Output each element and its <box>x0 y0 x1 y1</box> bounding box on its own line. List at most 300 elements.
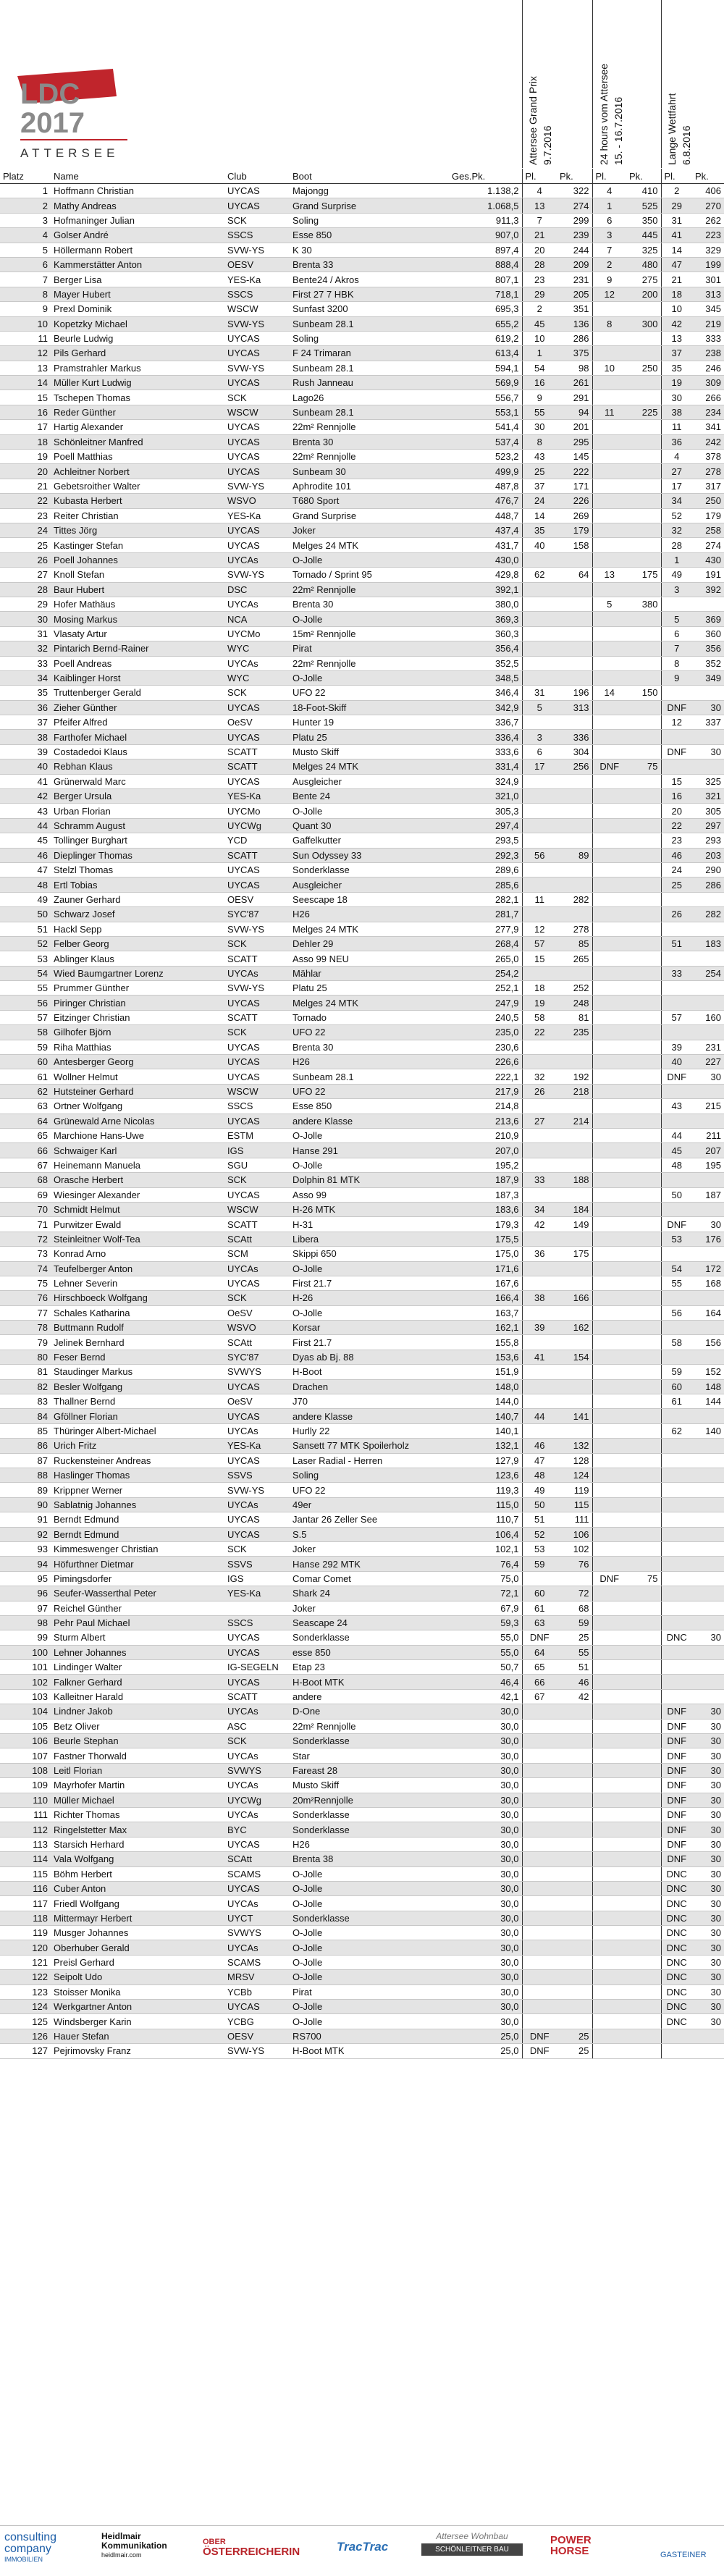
cell-ges-pk: 163,7 <box>449 1305 522 1320</box>
cell-lw-pl: 56 <box>661 1305 692 1320</box>
cell-boot: Joker <box>290 1601 449 1615</box>
cell-lw-pk: 30 <box>692 1940 724 1955</box>
cell-name: Hoffmann Christian <box>51 184 224 198</box>
cell-lw-pl: DNF <box>661 744 692 759</box>
cell-lw-pl: 27 <box>661 464 692 479</box>
cell-gp-pl <box>522 715 557 730</box>
cell-gp-pk <box>557 789 592 804</box>
cell-gp-pl: 59 <box>522 1557 557 1571</box>
cell-name: Hauer Stefan <box>51 2029 224 2043</box>
cell-gp-pk: 336 <box>557 730 592 744</box>
cell-platz: 97 <box>0 1601 51 1615</box>
cell-lw-pk: 317 <box>692 479 724 493</box>
cell-gp-pl <box>522 1793 557 1807</box>
cell-24h-pl <box>592 804 626 818</box>
cell-name: Krippner Werner <box>51 1483 224 1497</box>
table-row <box>0 1615 724 1630</box>
cell-club: UYCAS <box>224 1881 290 1895</box>
cell-24h-pl <box>592 1305 626 1320</box>
cell-24h-pl <box>592 494 626 508</box>
cell-club: SCK <box>224 213 290 227</box>
table-row <box>0 612 724 626</box>
cell-boot: 22m² Rennjolle <box>290 450 449 464</box>
cell-24h-pl <box>592 1866 626 1881</box>
cell-ges-pk: 30,0 <box>449 1704 522 1719</box>
cell-lw-pl: DNC <box>661 1911 692 1925</box>
cell-24h-pl <box>592 877 626 892</box>
cell-boot: Sonderklasse <box>290 1734 449 1748</box>
cell-gp-pl <box>522 1158 557 1172</box>
cell-lw-pl: 50 <box>661 1187 692 1202</box>
table-row <box>0 818 724 833</box>
cell-name: Prexl Dominik <box>51 302 224 316</box>
cell-lw-pk <box>692 1173 724 1187</box>
cell-gp-pl: 28 <box>522 257 557 272</box>
cell-club: SCM <box>224 1247 290 1261</box>
cell-ges-pk: 448,7 <box>449 508 522 523</box>
cell-24h-pk <box>626 907 661 922</box>
cell-lw-pl <box>661 1409 692 1423</box>
cell-boot: Grand Surprise <box>290 508 449 523</box>
cell-ges-pk: 324,9 <box>449 774 522 788</box>
table-row <box>0 1055 724 1069</box>
cell-club: WSVO <box>224 1321 290 1335</box>
cell-gp-pl <box>522 833 557 848</box>
cell-name: Piringer Christian <box>51 996 224 1010</box>
cell-name: Pehr Paul Michael <box>51 1615 224 1630</box>
cell-club: UYCAS <box>224 774 290 788</box>
cell-name: Kammerstätter Anton <box>51 257 224 272</box>
cell-ges-pk: 285,6 <box>449 877 522 892</box>
cell-gp-pl <box>522 1040 557 1054</box>
cell-gp-pl: 64 <box>522 1645 557 1659</box>
table-row <box>0 1763 724 1777</box>
cell-gp-pk <box>557 1158 592 1172</box>
cell-gp-pl: 29 <box>522 287 557 301</box>
cell-gp-pk: 222 <box>557 464 592 479</box>
cell-club: UYCAS <box>224 1069 290 1084</box>
cell-gp-pk: 171 <box>557 479 592 493</box>
cell-ges-pk: 25,0 <box>449 2044 522 2058</box>
cell-lw-pl <box>661 1350 692 1364</box>
cell-boot: H-Boot MTK <box>290 1675 449 1689</box>
col-24h-pl: Pl. <box>592 169 626 184</box>
cell-name: Preisl Gerhard <box>51 1955 224 1969</box>
table-row <box>0 346 724 361</box>
cell-24h-pk <box>626 1822 661 1837</box>
cell-lw-pk: 329 <box>692 243 724 257</box>
cell-boot: Dehler 29 <box>290 936 449 951</box>
cell-lw-pk: 30 <box>692 1837 724 1851</box>
cell-24h-pl <box>592 1099 626 1114</box>
cell-24h-pk <box>626 1483 661 1497</box>
table-row <box>0 538 724 552</box>
cell-lw-pl <box>661 1468 692 1482</box>
cell-name: Berndt Edmund <box>51 1512 224 1527</box>
cell-club: NCA <box>224 612 290 626</box>
cell-gp-pl: 51 <box>522 1512 557 1527</box>
cell-club: SCK <box>224 1291 290 1305</box>
cell-ges-pk: 346,4 <box>449 686 522 700</box>
table-row <box>0 1261 724 1276</box>
cell-club: UYCAS <box>224 1114 290 1128</box>
cell-gp-pk <box>557 1040 592 1054</box>
table-row <box>0 272 724 287</box>
sponsor-power-horse: POWER HORSE <box>550 2534 592 2557</box>
cell-lw-pl <box>661 1025 692 1040</box>
cell-gp-pl <box>522 641 557 656</box>
cell-gp-pl: 3 <box>522 730 557 744</box>
cell-24h-pk <box>626 1040 661 1054</box>
table-row <box>0 257 724 272</box>
cell-24h-pk <box>626 1940 661 1955</box>
cell-lw-pl: DNC <box>661 1896 692 1911</box>
cell-name: Kalleitner Harald <box>51 1689 224 1704</box>
cell-lw-pk <box>692 1601 724 1615</box>
col-lw-pk: Pk. <box>692 169 724 184</box>
cell-24h-pl <box>592 302 626 316</box>
cell-lw-pl: DNF <box>661 1852 692 1866</box>
cell-24h-pl <box>592 1217 626 1232</box>
cell-24h-pk <box>626 420 661 434</box>
cell-24h-pl <box>592 1202 626 1216</box>
cell-name: Vala Wolfgang <box>51 1852 224 1866</box>
cell-lw-pk <box>692 981 724 996</box>
table-row <box>0 1276 724 1290</box>
cell-ges-pk: 30,0 <box>449 1793 522 1807</box>
cell-gp-pk: 291 <box>557 390 592 405</box>
cell-24h-pl <box>592 331 626 345</box>
cell-lw-pl: 4 <box>661 450 692 464</box>
cell-lw-pk: 266 <box>692 390 724 405</box>
cell-24h-pl: 14 <box>592 686 626 700</box>
cell-ges-pk: 207,0 <box>449 1143 522 1158</box>
cell-ges-pk: 102,1 <box>449 1541 522 1556</box>
cell-lw-pk <box>692 2044 724 2058</box>
cell-boot: H-Boot <box>290 1365 449 1379</box>
cell-24h-pl <box>592 1689 626 1704</box>
cell-lw-pk <box>692 892 724 906</box>
cell-lw-pk: 30 <box>692 1955 724 1969</box>
cell-gp-pk: 282 <box>557 892 592 906</box>
cell-club: YES-Ka <box>224 272 290 287</box>
cell-lw-pl: DNF <box>661 1778 692 1793</box>
cell-platz: 56 <box>0 996 51 1010</box>
table-row <box>0 1734 724 1748</box>
cell-platz: 44 <box>0 818 51 833</box>
cell-24h-pk <box>626 1114 661 1128</box>
cell-platz: 59 <box>0 1040 51 1054</box>
cell-ges-pk: 499,9 <box>449 464 522 479</box>
cell-gp-pk: 313 <box>557 700 592 715</box>
cell-ges-pk: 348,5 <box>449 670 522 685</box>
cell-lw-pl: DNF <box>661 1837 692 1851</box>
cell-name: Hutsteiner Gerhard <box>51 1084 224 1098</box>
cell-24h-pk <box>626 1069 661 1084</box>
event-header-24-hours <box>598 6 641 172</box>
cell-platz: 35 <box>0 686 51 700</box>
cell-platz: 54 <box>0 966 51 980</box>
cell-platz: 3 <box>0 213 51 227</box>
cell-lw-pl <box>661 1527 692 1541</box>
cell-lw-pl <box>661 1615 692 1630</box>
cell-club: UYCAS <box>224 523 290 537</box>
cell-boot: 49er <box>290 1497 449 1512</box>
cell-gp-pl: DNF <box>522 2044 557 2058</box>
cell-lw-pl <box>661 996 692 1010</box>
cell-gp-pl <box>522 818 557 833</box>
cell-ges-pk: 222,1 <box>449 1069 522 1084</box>
cell-24h-pl <box>592 981 626 996</box>
cell-platz: 112 <box>0 1822 51 1837</box>
logo-year: 2017 <box>20 107 85 139</box>
cell-24h-pl <box>592 1010 626 1024</box>
cell-club: UYCAs <box>224 1896 290 1911</box>
cell-club: UYCAS <box>224 346 290 361</box>
cell-boot: Brenta 30 <box>290 597 449 611</box>
cell-lw-pl: 35 <box>661 361 692 375</box>
cell-gp-pk: 166 <box>557 1291 592 1305</box>
cell-24h-pl <box>592 907 626 922</box>
table-row <box>0 1675 724 1689</box>
cell-ges-pk: 132,1 <box>449 1439 522 1453</box>
cell-gp-pk <box>557 774 592 788</box>
cell-lw-pk <box>692 1084 724 1098</box>
cell-gp-pl: 24 <box>522 494 557 508</box>
cell-platz: 43 <box>0 804 51 818</box>
cell-ges-pk: 431,7 <box>449 538 522 552</box>
cell-24h-pl: 10 <box>592 361 626 375</box>
cell-24h-pk <box>626 1970 661 1984</box>
cell-lw-pk <box>692 1527 724 1541</box>
cell-platz: 109 <box>0 1778 51 1793</box>
cell-boot: andere Klasse <box>290 1114 449 1128</box>
table-row <box>0 951 724 966</box>
cell-lw-pl: 62 <box>661 1423 692 1438</box>
table-row <box>0 1955 724 1969</box>
cell-lw-pk: 305 <box>692 804 724 818</box>
cell-platz: 102 <box>0 1675 51 1689</box>
cell-lw-pl: 40 <box>661 1055 692 1069</box>
cell-24h-pl <box>592 848 626 862</box>
cell-ges-pk: 30,0 <box>449 1970 522 1984</box>
cell-platz: 103 <box>0 1689 51 1704</box>
table-row <box>0 1630 724 1645</box>
cell-club: UYCAs <box>224 1261 290 1276</box>
cell-platz: 4 <box>0 228 51 243</box>
cell-lw-pk <box>692 996 724 1010</box>
cell-24h-pk <box>626 1778 661 1793</box>
cell-gp-pl <box>522 1881 557 1895</box>
cell-24h-pl: 6 <box>592 213 626 227</box>
cell-name: Haslinger Thomas <box>51 1468 224 1482</box>
cell-24h-pk <box>626 818 661 833</box>
cell-lw-pl: DNF <box>661 1763 692 1777</box>
cell-lw-pk: 337 <box>692 715 724 730</box>
cell-ges-pk: 380,0 <box>449 597 522 611</box>
cell-gp-pl <box>522 1129 557 1143</box>
cell-name: Cuber Anton <box>51 1881 224 1895</box>
cell-gp-pk: 322 <box>557 184 592 198</box>
cell-24h-pk <box>626 1763 661 1777</box>
cell-24h-pk: 200 <box>626 287 661 301</box>
cell-24h-pl <box>592 2000 626 2014</box>
cell-platz: 79 <box>0 1335 51 1350</box>
cell-platz: 69 <box>0 1187 51 1202</box>
cell-gp-pk: 278 <box>557 922 592 936</box>
table-row <box>0 1350 724 1364</box>
table-row <box>0 1527 724 1541</box>
cell-name: Hackl Sepp <box>51 922 224 936</box>
cell-gp-pl: 4 <box>522 184 557 198</box>
cell-24h-pk <box>626 1453 661 1468</box>
cell-24h-pk <box>626 479 661 493</box>
cell-gp-pl <box>522 1571 557 1586</box>
col-ges-pk: Ges.Pk. <box>449 169 522 184</box>
cell-24h-pk <box>626 1423 661 1438</box>
cell-lw-pl: 22 <box>661 818 692 833</box>
cell-gp-pk <box>557 1143 592 1158</box>
cell-club: OESV <box>224 892 290 906</box>
cell-24h-pk <box>626 1158 661 1172</box>
cell-platz: 96 <box>0 1586 51 1601</box>
cell-lw-pk: 369 <box>692 612 724 626</box>
cell-club: UYCAS <box>224 1527 290 1541</box>
cell-24h-pl: 12 <box>592 287 626 301</box>
cell-ges-pk: 254,2 <box>449 966 522 980</box>
cell-24h-pl <box>592 833 626 848</box>
table-row <box>0 184 724 198</box>
cell-gp-pk: 72 <box>557 1586 592 1601</box>
cell-lw-pk: 30 <box>692 1866 724 1881</box>
cell-ges-pk: 166,4 <box>449 1291 522 1305</box>
table-row <box>0 1822 724 1837</box>
cell-24h-pk <box>626 464 661 479</box>
table-row <box>0 774 724 788</box>
cell-lw-pl <box>661 922 692 936</box>
cell-ges-pk: 30,0 <box>449 1778 522 1793</box>
cell-name: Mittermayr Herbert <box>51 1911 224 1925</box>
cell-name: Felber Georg <box>51 936 224 951</box>
cell-24h-pl <box>592 1601 626 1615</box>
cell-club: SVW-YS <box>224 2044 290 2058</box>
table-row <box>0 1321 724 1335</box>
cell-lw-pl: 19 <box>661 376 692 390</box>
cell-lw-pk: 242 <box>692 434 724 449</box>
cell-24h-pk <box>626 1379 661 1394</box>
cell-gp-pl: 42 <box>522 1217 557 1232</box>
cell-ges-pk: 281,7 <box>449 907 522 922</box>
cell-platz: 46 <box>0 848 51 862</box>
cell-lw-pl: 54 <box>661 1261 692 1276</box>
cell-lw-pk: 30 <box>692 1630 724 1645</box>
cell-gp-pk: 239 <box>557 228 592 243</box>
cell-club: SCATT <box>224 951 290 966</box>
cell-24h-pl <box>592 1025 626 1040</box>
cell-lw-pl: 34 <box>661 494 692 508</box>
cell-24h-pl <box>592 1586 626 1601</box>
cell-lw-pl: 45 <box>661 1143 692 1158</box>
cell-platz: 116 <box>0 1881 51 1895</box>
cell-gp-pk <box>557 1365 592 1379</box>
table-row <box>0 1645 724 1659</box>
col-gp-pk: Pk. <box>557 169 592 184</box>
cell-gp-pl <box>522 1984 557 1999</box>
cell-ges-pk: 30,0 <box>449 1852 522 1866</box>
cell-boot: O-Jolle <box>290 1881 449 1895</box>
cell-platz: 62 <box>0 1084 51 1098</box>
cell-lw-pl <box>661 1439 692 1453</box>
cell-24h-pl <box>592 996 626 1010</box>
cell-lw-pl: 55 <box>661 1276 692 1290</box>
cell-boot: O-Jolle <box>290 1970 449 1984</box>
cell-club: YES-Ka <box>224 508 290 523</box>
cell-boot: Musto Skiff <box>290 744 449 759</box>
cell-ges-pk: 30,0 <box>449 1926 522 1940</box>
cell-lw-pl: DNF <box>661 1793 692 1807</box>
cell-platz: 122 <box>0 1970 51 1984</box>
cell-gp-pl <box>522 1807 557 1822</box>
cell-24h-pl <box>592 1881 626 1895</box>
cell-name: Seufer-Wasserthal Peter <box>51 1586 224 1601</box>
cell-gp-pk: 351 <box>557 302 592 316</box>
cell-platz: 100 <box>0 1645 51 1659</box>
cell-ges-pk: 277,9 <box>449 922 522 936</box>
cell-gp-pk: 25 <box>557 1630 592 1645</box>
cell-lw-pl <box>661 2029 692 2043</box>
cell-gp-pk <box>557 552 592 567</box>
cell-24h-pk <box>626 1852 661 1866</box>
cell-gp-pk: 119 <box>557 1483 592 1497</box>
cell-gp-pk: 162 <box>557 1321 592 1335</box>
cell-name: Antesberger Georg <box>51 1055 224 1069</box>
cell-gp-pl <box>522 1187 557 1202</box>
cell-name: Müller Michael <box>51 1793 224 1807</box>
cell-name: Konrad Arno <box>51 1247 224 1261</box>
cell-boot: esse 850 <box>290 1645 449 1659</box>
cell-platz: 12 <box>0 346 51 361</box>
cell-platz: 2 <box>0 198 51 213</box>
cell-platz: 114 <box>0 1852 51 1866</box>
table-row <box>0 848 724 862</box>
cell-24h-pl <box>592 1114 626 1128</box>
table-row <box>0 877 724 892</box>
cell-name: Prummer Günther <box>51 981 224 996</box>
cell-24h-pk <box>626 670 661 685</box>
cell-24h-pl <box>592 450 626 464</box>
cell-gp-pk <box>557 1807 592 1822</box>
cell-gp-pl: 1 <box>522 346 557 361</box>
divider <box>522 0 523 168</box>
cell-club: SYC'87 <box>224 907 290 922</box>
cell-platz: 106 <box>0 1734 51 1748</box>
cell-gp-pk: 218 <box>557 1084 592 1098</box>
cell-boot: Shark 24 <box>290 1586 449 1601</box>
cell-24h-pk <box>626 450 661 464</box>
cell-name: Ablinger Klaus <box>51 951 224 966</box>
cell-name: Fastner Thorwald <box>51 1748 224 1763</box>
cell-gp-pk: 274 <box>557 198 592 213</box>
cell-gp-pk: 102 <box>557 1541 592 1556</box>
cell-24h-pk <box>626 862 661 877</box>
cell-lw-pk: 30 <box>692 1926 724 1940</box>
cell-lw-pl: DNC <box>661 1970 692 1984</box>
cell-ges-pk: 214,8 <box>449 1099 522 1114</box>
cell-24h-pl <box>592 1335 626 1350</box>
table-row <box>0 287 724 301</box>
cell-club: UYCAS <box>224 1187 290 1202</box>
cell-ges-pk: 293,5 <box>449 833 522 848</box>
